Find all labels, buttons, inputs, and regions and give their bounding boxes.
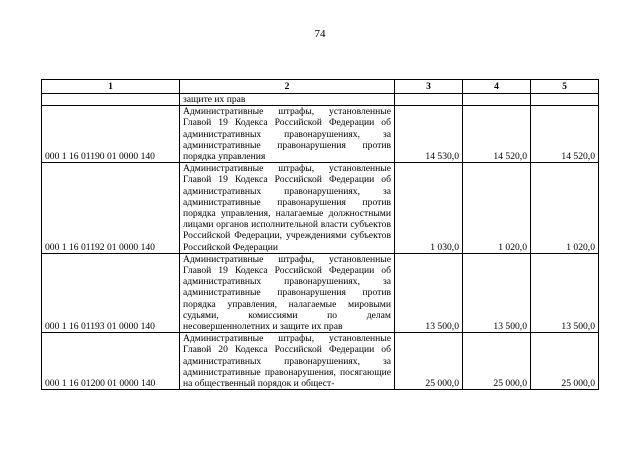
row-value-3: 25 000,0 xyxy=(395,333,463,390)
header-col-1: 1 xyxy=(42,80,180,94)
table-row xyxy=(42,94,599,106)
row-value-5: 1 020,0 xyxy=(531,163,599,254)
row-value-5: 13 500,0 xyxy=(531,253,599,332)
header-col-4: 4 xyxy=(463,80,531,94)
header-col-3: 3 xyxy=(395,80,463,94)
row-code: 000 1 16 01192 01 0000 140 xyxy=(42,163,180,254)
row-value-3: 1 030,0 xyxy=(395,163,463,254)
table-row xyxy=(42,333,599,390)
row-value-3: 14 530,0 xyxy=(395,106,463,163)
row-name: Административные штрафы, установленные Главой 20 Кодекса Российской Федерации об административных правонарушениях, за административные правонарушения, посягающие на общественный порядок и общест- xyxy=(180,333,395,390)
row-code: 000 1 16 01200 01 0000 140 xyxy=(42,333,180,390)
row-code: 000 1 16 01190 01 0000 140 xyxy=(42,106,180,163)
row-value-3: 13 500,0 xyxy=(395,253,463,332)
row-value-4: 25 000,0 xyxy=(463,333,531,390)
table-row xyxy=(42,163,599,254)
row-value-5: 25 000,0 xyxy=(531,333,599,390)
row-value-5: 14 520,0 xyxy=(531,106,599,163)
continuation-text: защите их прав xyxy=(180,94,395,106)
row-name: Административные штрафы, установленные Главой 19 Кодекса Российской Федерации об административных правонарушениях, за административные правонарушения против порядка управления, налагаемые должностными лицами органов исполнительной власти субъектов Российской Федерации, учреждениями субъектов Российской Федерации xyxy=(180,163,395,254)
row-name: Административные штрафы, установленные Главой 19 Кодекса Российской Федерации об административных правонарушениях, за административные правонарушения против порядка управления xyxy=(180,106,395,163)
header-row xyxy=(42,80,599,94)
header-col-2: 2 xyxy=(180,80,395,94)
row-value-4: 1 020,0 xyxy=(463,163,531,254)
row-value-4: 13 500,0 xyxy=(463,253,531,332)
row-value-4: 14 520,0 xyxy=(463,106,531,163)
table-row xyxy=(42,106,599,163)
row-name: Административные штрафы, установленные Главой 19 Кодекса Российской Федерации об административных правонарушениях, за административные правонарушения против порядка управления, налагаемые мировыми судьями, комиссиями по делам несовершеннолетних и защите их прав xyxy=(180,253,395,332)
row-code: 000 1 16 01193 01 0000 140 xyxy=(42,253,180,332)
table-row xyxy=(42,253,599,332)
budget-table xyxy=(41,79,599,390)
page-number: 74 xyxy=(314,28,326,40)
header-col-5: 5 xyxy=(531,80,599,94)
